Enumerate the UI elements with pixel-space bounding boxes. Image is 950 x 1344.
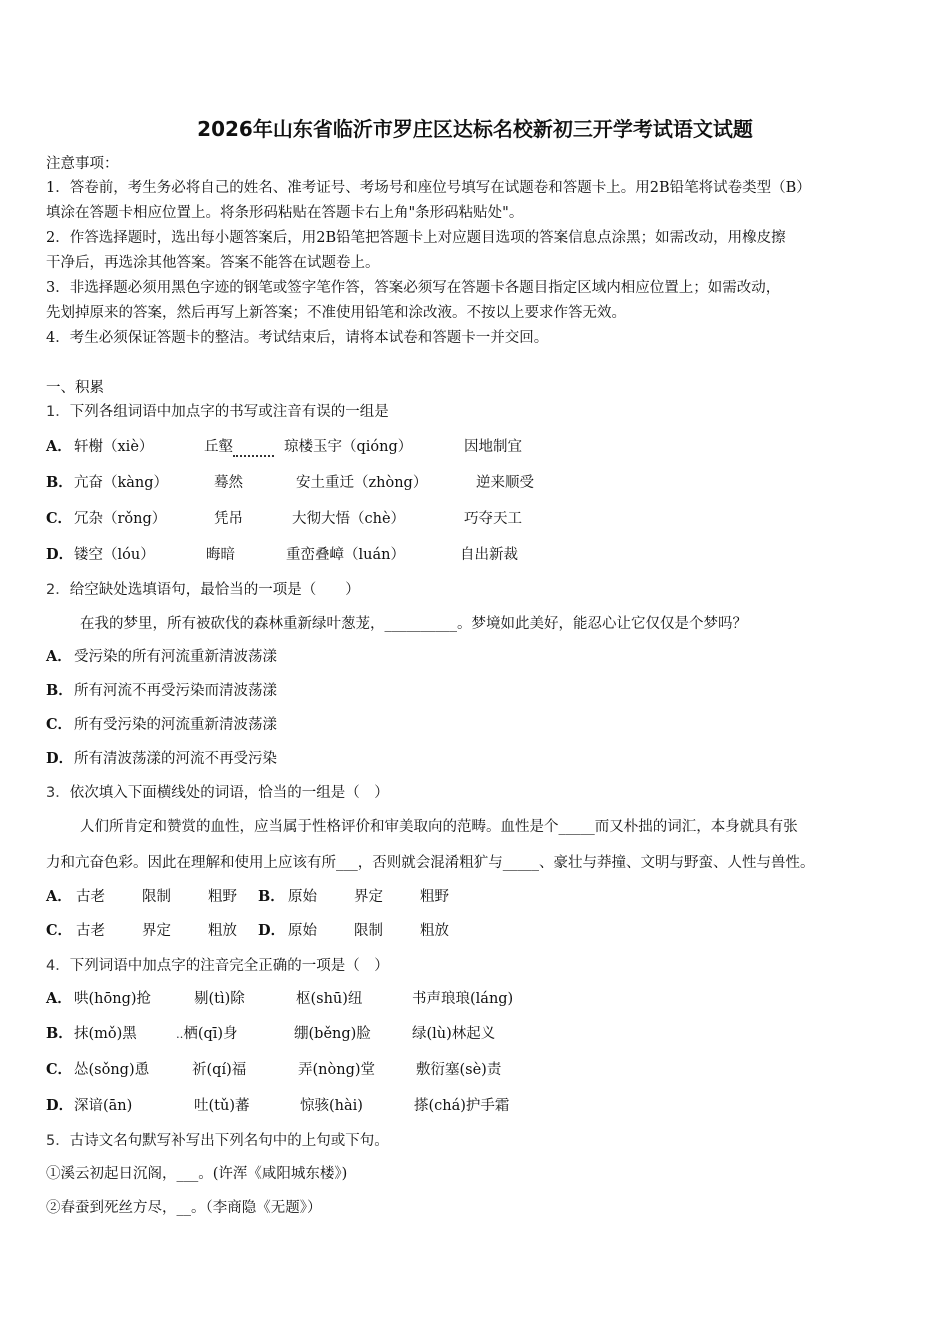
- question-text: 依次填入下面横线处的词语，恰当的一组是（ ）: [69, 785, 389, 801]
- question-number: 3．: [46, 785, 70, 801]
- question-text: 下列词语中加点字的注音完全正确的一项是（ ）: [69, 958, 389, 974]
- question-5-item: ①溪云初起日沉阁，___。(许浑《咸阳城东楼》): [46, 1166, 348, 1182]
- option-cell: 惊骇(hài): [300, 1098, 363, 1114]
- question-text: 给空缺处选填语句，最恰当的一项是（ ）: [69, 582, 360, 598]
- option-cell: 巧夺天工: [464, 511, 522, 527]
- option-label: D．: [46, 546, 74, 563]
- question-text: 下列各组词语中加点字的书写或注音有误的一组是: [69, 404, 389, 420]
- option-cell: 粗放: [208, 923, 237, 939]
- option-label: C．: [46, 510, 73, 527]
- question-number: 4．: [46, 958, 70, 974]
- option-cell: 古老: [76, 889, 105, 905]
- option-label: A．: [46, 648, 72, 665]
- option-label: C．: [46, 1061, 73, 1078]
- question-text: 古诗文名句默写补写出下列名句中的上句或下句。: [69, 1133, 389, 1149]
- question-3-passage: 力和亢奋色彩。因此在理解和使用上应该有所___，否则就会混淆粗犷与_____、豪壮与莽撞、文明与野蛮、人性与兽性。: [46, 855, 815, 871]
- option-cell: 绿(lù)林起义: [412, 1026, 496, 1042]
- option-label: A．: [46, 438, 72, 455]
- option-cell: 凭吊: [214, 511, 243, 527]
- option-cell: 弄(nòng)堂: [298, 1062, 376, 1078]
- question-1-stem: [46, 402, 389, 422]
- option-cell: 古老: [76, 923, 105, 939]
- option-cell: 轩榭（xiè）: [74, 439, 154, 455]
- emphasis-dots: ‥: [176, 1028, 184, 1041]
- emphasis-dots: [233, 439, 274, 457]
- option-cell: 逆来顺受: [476, 475, 534, 491]
- option-cell: 粗放: [420, 923, 449, 939]
- option-cell-text: 栖(qī)身: [183, 1026, 238, 1042]
- option-cell: 晦暗: [206, 547, 235, 563]
- notice-line: 先划掉原来的答案，然后再写上新答案；不准使用铅笔和涂改液。不按以上要求作答无效。: [46, 305, 626, 321]
- notice-line: 3．非选择题必须用黑色字迹的钢笔或签字笔作答，答案必须写在答题卡各题目指定区域内相应位置上；如需改动，: [46, 280, 781, 296]
- option-cell: [176, 1024, 238, 1045]
- notice-line: 填涂在答题卡相应位置上。将条形码粘贴在答题卡右上角"条形码粘贴处"。: [46, 205, 524, 221]
- option-cell: 哄(hōng)抢: [74, 991, 152, 1007]
- question-5-stem: [46, 1131, 389, 1151]
- option-cell: 蓦然: [214, 475, 243, 491]
- option-cell: 限制: [354, 923, 383, 939]
- option-cell: 祈(qí)福: [192, 1062, 247, 1078]
- option-cell: 琼楼玉宇（qióng）: [284, 439, 413, 455]
- option-cell: 吐(tǔ)蕃: [194, 1098, 250, 1114]
- question-4-stem: [46, 956, 389, 976]
- notice-line: 4．考生必须保证答题卡的整洁。考试结束后，请将本试卷和答题卡一并交回。: [46, 330, 549, 346]
- option-cell: 深谙(ān): [74, 1098, 133, 1114]
- option-label: D．: [46, 1097, 74, 1114]
- notice-line: 干净后，再选涂其他答案。答案不能答在试题卷上。: [46, 255, 380, 271]
- notice-line: 2．作答选择题时，选出每小题答案后，用2B铅笔把答题卡上对应题目选项的答案信息点涂黑；如需改动，用橡皮擦: [46, 230, 786, 246]
- question-3-passage: 人们所肯定和赞赏的血性，应当属于性格评价和审美取向的范畴。血性是个_____而又朴拙的词汇，本身就具有张: [80, 819, 798, 835]
- option-cell: 粗野: [208, 889, 237, 905]
- question-number: 2．: [46, 582, 70, 598]
- option-cell: 搽(chá)护手霜: [414, 1098, 510, 1114]
- option-cell: 原始: [288, 889, 317, 905]
- option-cell: 书声琅琅(láng): [412, 991, 514, 1007]
- option-cell: 自出新裁: [460, 547, 518, 563]
- option-label: C．: [46, 922, 73, 939]
- question-2-stem: [46, 580, 360, 600]
- option-cell: 重峦叠嶂（luán）: [286, 547, 405, 563]
- option-label: A．: [46, 888, 72, 905]
- option-cell: 抹(mǒ)黑: [74, 1026, 137, 1042]
- option-cell-text: 丘壑: [204, 439, 233, 455]
- option-cell: 绷(běng)脸: [294, 1026, 371, 1042]
- option-cell: 大彻大悟（chè）: [292, 511, 406, 527]
- section-heading: 一、积累: [46, 380, 104, 396]
- option-label: B．: [46, 682, 73, 699]
- question-3-stem: [46, 783, 389, 803]
- option-text: 所有河流不再受污染而清波荡漾: [74, 683, 277, 699]
- option-cell: 原始: [288, 923, 317, 939]
- option-cell: 界定: [354, 889, 383, 905]
- option-cell: 因地制宜: [464, 439, 522, 455]
- option-cell: 粗野: [420, 889, 449, 905]
- option-cell: 界定: [142, 923, 171, 939]
- option-cell: 冗杂（rǒng）: [74, 511, 167, 527]
- question-number: 5．: [46, 1133, 70, 1149]
- option-label: D．: [46, 750, 74, 767]
- option-cell: 安土重迁（zhòng）: [296, 475, 428, 491]
- question-2-passage: 在我的梦里，所有被砍伐的森林重新绿叶葱茏，__________。梦境如此美好，能忍心让它仅仅是个梦吗？: [80, 616, 747, 632]
- option-text: 受污染的所有河流重新清波荡漾: [74, 649, 277, 665]
- option-text: 所有清波荡漾的河流不再受污染: [74, 751, 277, 767]
- notice-line: 1．答卷前，考生务必将自己的姓名、准考证号、考场号和座位号填写在试题卷和答题卡上。用2B铅笔将试卷类型（B）: [46, 180, 811, 196]
- option-cell: 镂空（lóu）: [74, 547, 155, 563]
- option-label: A．: [46, 990, 72, 1007]
- question-number: 1．: [46, 404, 70, 420]
- option-label: B．: [46, 474, 73, 491]
- question-5-item: ②春蚕到死丝方尽，__。（李商隐《无题》）: [46, 1200, 322, 1216]
- option-label: B．: [258, 888, 285, 905]
- option-cell: 亢奋（kàng）: [74, 475, 169, 491]
- option-label: B．: [46, 1025, 73, 1042]
- option-cell: [204, 437, 274, 457]
- option-cell: 敷衍塞(sè)责: [416, 1062, 502, 1078]
- notice-heading: 注意事项：: [46, 156, 119, 172]
- option-label: D．: [258, 922, 286, 939]
- option-cell: 怂(sǒng)恿: [74, 1062, 150, 1078]
- option-text: 所有受污染的河流重新清波荡漾: [74, 717, 277, 733]
- option-cell: 枢(shū)纽: [296, 991, 363, 1007]
- page-title: 2026年山东省临沂市罗庄区达标名校新初三开学考试语文试题: [197, 117, 753, 141]
- option-label: C．: [46, 716, 73, 733]
- option-cell: 限制: [142, 889, 171, 905]
- option-cell: 剔(tì)除: [194, 991, 245, 1007]
